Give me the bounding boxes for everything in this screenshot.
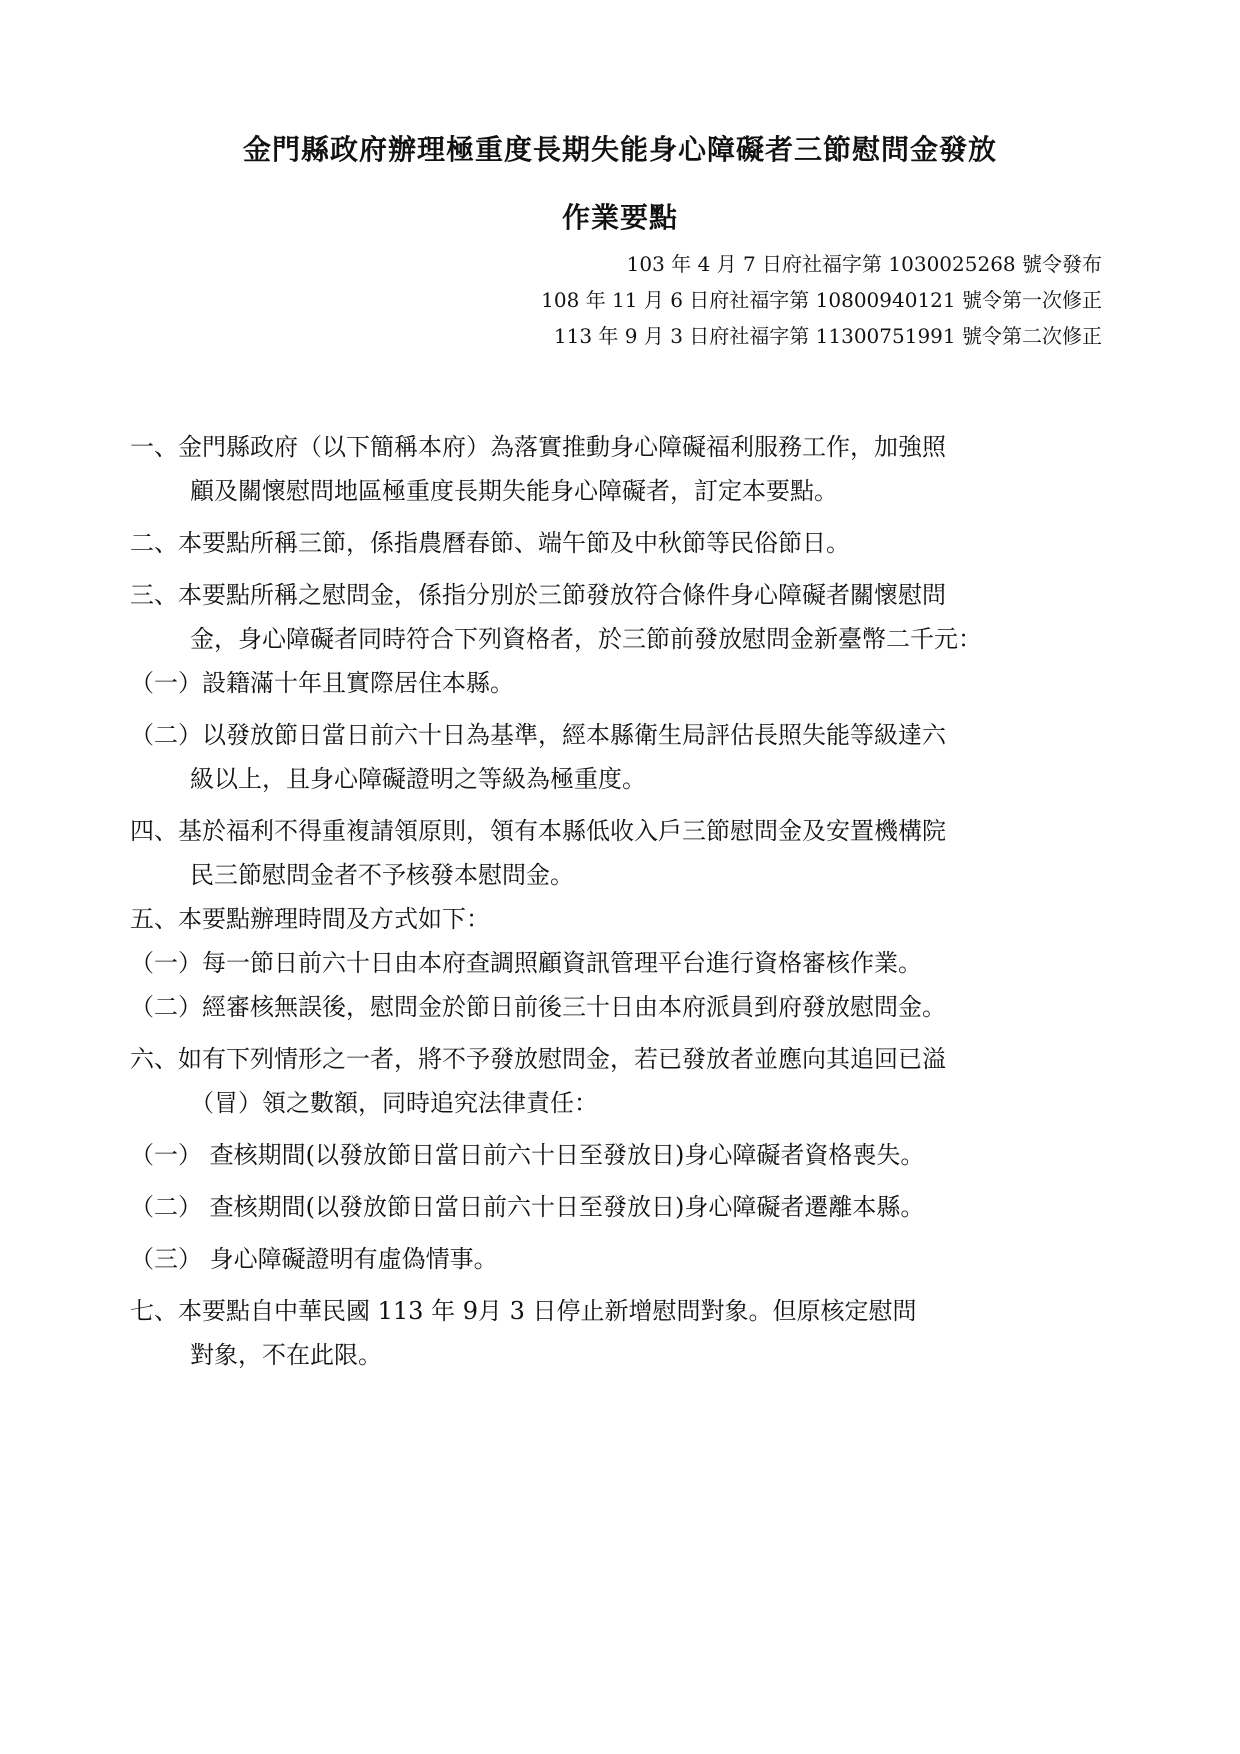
section-6-item-2: （二） 查核期間(以發放節日當日前六十日至發放日)身心障礙者遷離本縣。 xyxy=(130,1193,925,1221)
section-7-line: 七、本要點自中華民國 113 年 9月 3 日停止新增慰問對象。但原核定慰問 xyxy=(130,1297,917,1325)
section-5 xyxy=(130,897,1120,1029)
section-6-line: 六、如有下列情形之一者，將不予發放慰問金，若已發放者並應向其追回已溢 xyxy=(130,1045,946,1073)
section-1-line: 顧及關懷慰問地區極重度長期失能身心障礙者，訂定本要點。 xyxy=(190,477,838,505)
section-2 xyxy=(130,521,1120,565)
section-3-line: 金，身心障礙者同時符合下列資格者，於三節前發放慰問金新臺幣二千元： xyxy=(190,625,982,653)
section-1 xyxy=(130,425,1120,513)
section-6-item-1: （一） 查核期間(以發放節日當日前六十日至發放日)身心障礙者資格喪失。 xyxy=(130,1141,925,1169)
document-body xyxy=(130,425,1120,1377)
section-6-item-3: （三） 身心障礙證明有虛偽情事。 xyxy=(130,1245,498,1273)
section-4-line: 民三節慰問金者不予核發本慰問金。 xyxy=(190,861,574,889)
section-7 xyxy=(130,1289,1120,1377)
section-2-line: 二、本要點所稱三節，係指農曆春節、端午節及中秋節等民俗節日。 xyxy=(130,529,850,557)
section-5-line: 五、本要點辦理時間及方式如下： xyxy=(130,905,490,933)
section-3-item-1: （一）設籍滿十年且實際居住本縣。 xyxy=(130,669,514,697)
section-5-item-2: （二）經審核無誤後，慰問金於節日前後三十日由本府派員到府發放慰問金。 xyxy=(130,993,946,1021)
section-3-line: 三、本要點所稱之慰問金，係指分別於三節發放符合條件身心障礙者關懷慰問 xyxy=(130,581,946,609)
document-subtitle: 作業要點 xyxy=(561,201,678,234)
document-title: 金門縣政府辦理極重度長期失能身心障礙者三節慰問金發放 xyxy=(242,133,997,166)
section-4-line: 四、基於福利不得重複請領原則，領有本縣低收入戶三節慰問金及安置機構院 xyxy=(130,817,946,845)
revision-entry: 113 年 9 月 3 日府社福字第 11300751991 號令第二次修正 xyxy=(553,324,1102,348)
section-7-line: 對象，不在此限。 xyxy=(190,1341,382,1369)
revision-entry: 108 年 11 月 6 日府社福字第 10800940121 號令第一次修正 xyxy=(541,288,1102,312)
section-4 xyxy=(130,809,1120,897)
section-3-item-2-cont: 級以上，且身心障礙證明之等級為極重度。 xyxy=(190,765,646,793)
revision-history xyxy=(541,246,1102,354)
section-6 xyxy=(130,1037,1120,1281)
revision-entry: 103 年 4 月 7 日府社福字第 1030025268 號令發布 xyxy=(626,252,1102,276)
section-6-line: （冒）領之數額，同時追究法律責任： xyxy=(190,1089,598,1117)
section-3 xyxy=(130,573,1120,801)
section-5-item-1: （一）每一節日前六十日由本府查調照顧資訊管理平台進行資格審核作業。 xyxy=(130,949,922,977)
section-3-item-2: （二）以發放節日當日前六十日為基準，經本縣衛生局評估長照失能等級達六 xyxy=(130,721,946,749)
section-1-line: 一、金門縣政府（以下簡稱本府）為落實推動身心障礙福利服務工作，加強照 xyxy=(130,433,946,461)
